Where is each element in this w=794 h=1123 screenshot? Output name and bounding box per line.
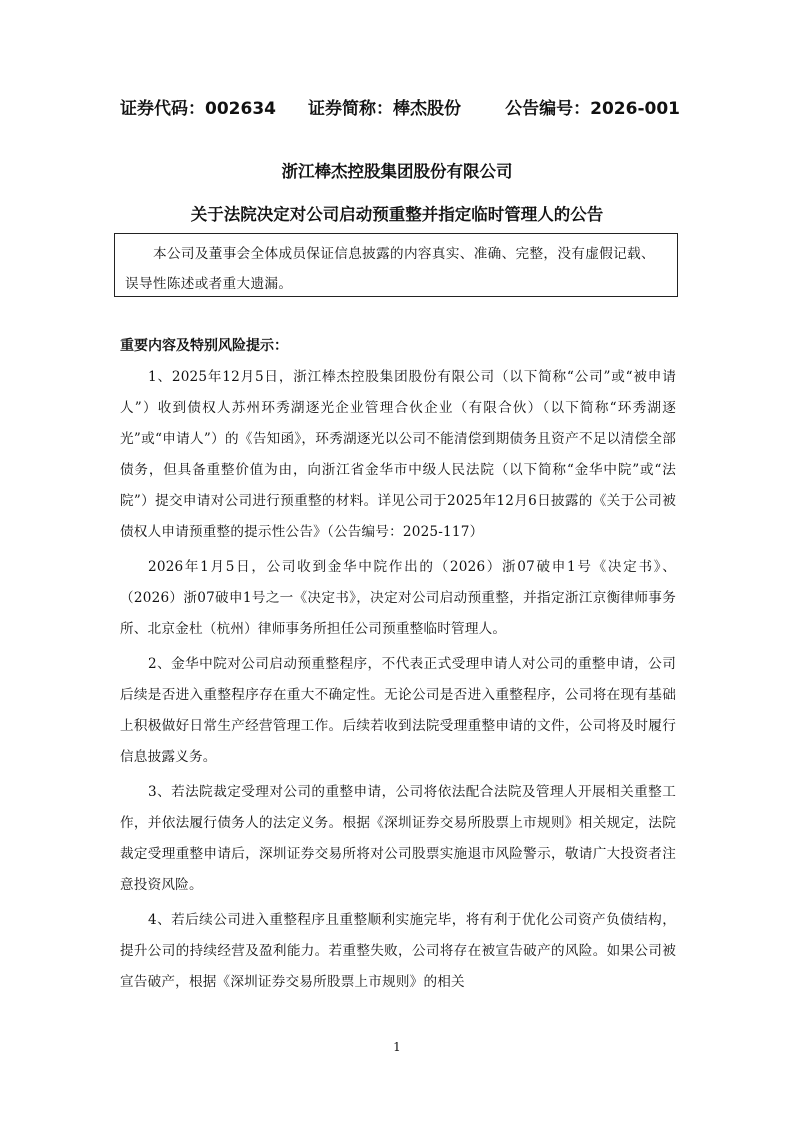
header-line (120, 94, 680, 120)
disclaimer-box: 本公司及董事会全体成员保证信息披露的内容真实、准确、完整，没有虚假记载、误导性陈述或者重大遗漏。 (114, 233, 678, 297)
security-code: 证券代码：002634 (120, 99, 276, 119)
security-short-name: 证券简称：棒杰股份 (308, 99, 461, 119)
paragraph: 2、金华中院对公司启动预重整程序，不代表正式受理申请人对公司的重整申请，公司后续是否进入重整程序存在重大不确定性。无论公司是否进入重整程序，公司将在现有基础上积极做好日常生产经营管理工作。后续若收到法院受理重整申请的文件，公司将及时履行信息披露义务。 (120, 656, 676, 765)
paragraph: 3、若法院裁定受理对公司的重整申请，公司将依法配合法院及管理人开展相关重整工作，并依法履行债务人的法定义务。根据《深圳证券交易所股票上市规则》相关规定，法院裁定受理重整申请后，深圳证券交易所将对公司股票实施退市风险警示，敬请广大投资者注意投资风险。 (120, 784, 676, 893)
paragraph: 1、2025年12月5日，浙江棒杰控股集团股份有限公司（以下简称“公司”或“被申请人”）收到债权人苏州环秀湖逐光企业管理合伙企业（有限合伙）（以下简称“环秀湖逐光”或“申请人”）的《告知函》，环秀湖逐光以公司不能清偿到期债务且资产不足以清偿全部债务，但具备重整价值为由，向浙江省金华市中级人民法院（以下简称“金华中院”或“法院”）提交申请对公司进行预重整的材料。详见公司于2025年12月6日披露的《关于公司被债权人申请预重整的提示性公告》（公告编号：2025-117） (120, 369, 676, 540)
paragraph: 2026年1月5日，公司收到金华中院作出的（2026）浙07破申1号《决定书》、（2026）浙07破申1号之一《决定书》，决定对公司启动预重整，并指定浙江京衡律师事务所、北京金杜（杭州）律师事务所担任公司预重整临时管理人。 (120, 559, 676, 637)
notice-number: 公告编号：2026-001 (505, 99, 680, 119)
document-title: 关于法院决定对公司启动预重整并指定临时管理人的公告 (190, 205, 604, 224)
section-heading: 重要内容及特别风险提示： (120, 338, 288, 354)
page-number: 1 (393, 1040, 401, 1054)
body-text (120, 362, 676, 1002)
paragraph: 4、若后续公司进入重整程序且重整顺利实施完毕，将有利于优化公司资产负债结构，提升公司的持续经营及盈利能力。若重整失败，公司将存在被宣告破产的风险。如果公司被宣告破产，根据《深圳证券交易所股票上市规则》的相关 (120, 912, 676, 990)
company-name: 浙江棒杰控股集团股份有限公司 (281, 162, 513, 181)
